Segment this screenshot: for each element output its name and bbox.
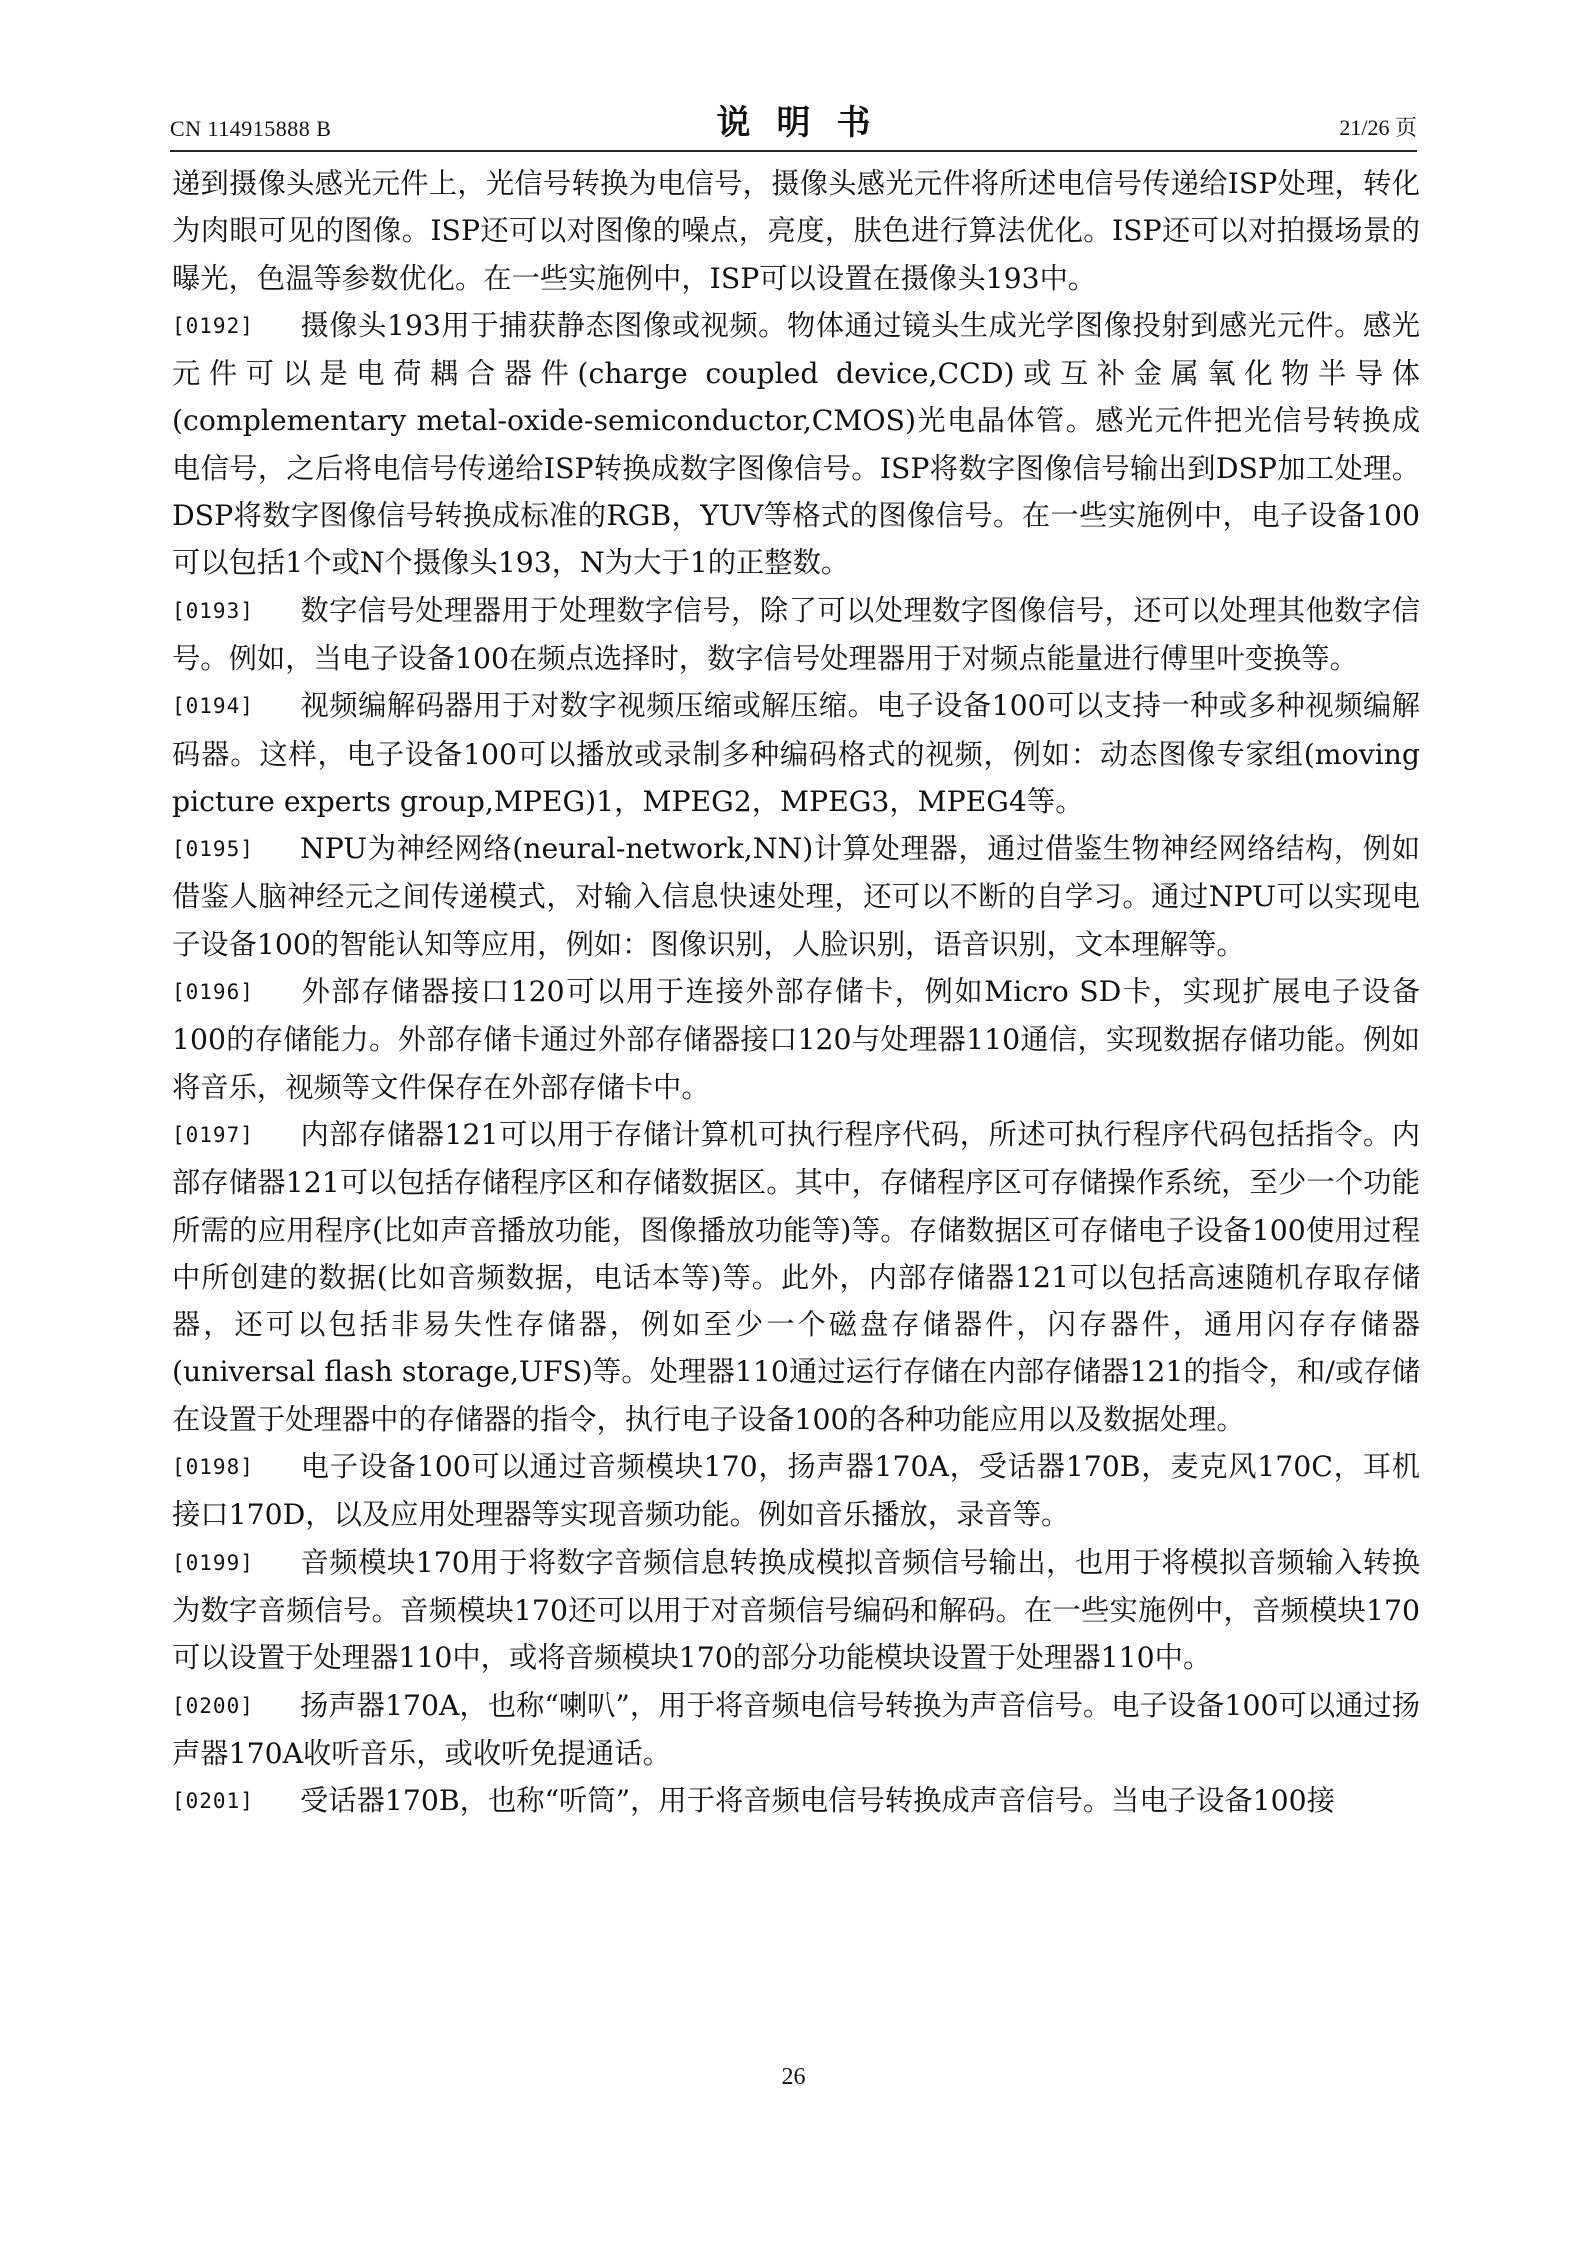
- paragraph-number: [0193]: [172, 598, 254, 623]
- paragraph-number: [0199]: [172, 1550, 254, 1575]
- paragraph-text: 扬声器170A，也称“喇叭”，用于将音频电信号转换为声音信号。电子设备100可以通过扬声器170A收听音乐，或收听免提通话。: [172, 1688, 1420, 1770]
- paragraph-0192: [172, 302, 1420, 587]
- paragraph-number: [0197]: [172, 1122, 254, 1147]
- paragraph-0196: [172, 968, 1420, 1111]
- paragraph-number: [0195]: [172, 837, 254, 862]
- paragraph-0201: [172, 1777, 1420, 1825]
- continued-paragraph: 递到摄像头感光元件上，光信号转换为电信号，摄像头感光元件将所述电信号传递给ISP处理，转化为肉眼可见的图像。ISP还可以对图像的噪点，亮度，肤色进行算法优化。ISP还可以对拍摄场景的曝光，色温等参数优化。在一些实施例中，ISP可以设置在摄像头193中。: [172, 167, 1420, 295]
- paragraph-text: 音频模块170用于将数字音频信息转换成模拟音频信号输出，也用于将模拟音频输入转换为数字音频信号。音频模块170还可以用于对音频信号编码和解码。在一些实施例中，音频模块170可以设置于处理器110中，或将音频模块170的部分功能模块设置于处理器110中。: [172, 1545, 1420, 1675]
- paragraph-text: 电子设备100可以通过音频模块170，扬声器170A，受话器170B，麦克风170C，耳机接口170D，以及应用处理器等实现音频功能。例如音乐播放，录音等。: [172, 1450, 1420, 1532]
- paragraph-text: 数字信号处理器用于处理数字信号，除了可以处理数字图像信号，还可以处理其他数字信号。例如，当电子设备100在频点选择时，数字信号处理器用于对频点能量进行傅里叶变换等。: [172, 593, 1420, 675]
- paragraph-text: 视频编解码器用于对数字视频压缩或解压缩。电子设备100可以支持一种或多种视频编解码器。这样，电子设备100可以播放或录制多种编码格式的视频，例如：动态图像专家组(moving picture experts group,MPEG)1，MPEG2，MPEG3，MPEG4等。: [172, 689, 1420, 818]
- page-count: 21/26 页: [1339, 115, 1417, 140]
- paragraph-number: [0198]: [172, 1455, 254, 1480]
- paragraph-0199: [172, 1539, 1420, 1682]
- page-header: [170, 96, 1417, 148]
- paragraph-0198: [172, 1443, 1420, 1539]
- paragraph-number: [0194]: [172, 694, 254, 719]
- paragraph-0197: [172, 1111, 1420, 1443]
- paragraph-text: 外部存储器接口120可以用于连接外部存储卡，例如Micro SD卡，实现扩展电子设备100的存储能力。外部存储卡通过外部存储器接口120与处理器110通信，实现数据存储功能。例如将音乐，视频等文件保存在外部存储卡中。: [172, 975, 1420, 1104]
- paragraph-number: [0192]: [172, 313, 254, 338]
- paragraph-number: [0201]: [172, 1789, 254, 1814]
- publication-number: CN 114915888 B: [170, 116, 332, 141]
- paragraph-0193: [172, 587, 1420, 683]
- document-title: 说明书: [716, 103, 897, 143]
- paragraph-0200: [172, 1682, 1420, 1778]
- paragraph-text: 内部存储器121可以用于存储计算机可执行程序代码，所述可执行程序代码包括指令。内部存储器121可以包括存储程序区和存储数据区。其中，存储程序区可存储操作系统，至少一个功能所需的应用程序(比如声音播放功能，图像播放功能等)等。存储数据区可存储电子设备100使用过程中所创建的数据(比如音频数据，电话本等)等。此外，内部存储器121可以包括高速随机存取存储器，还可以包括非易失性存储器，例如至少一个磁盘存储器件，闪存器件，通用闪存存储器(universal flash storage,UFS)等。处理器110通过运行存储在内部存储器121的指令，和/或存储在设置于处理器中的存储器的指令，执行电子设备100的各种功能应用以及数据处理。: [172, 1117, 1420, 1436]
- page-number: 26: [781, 2064, 806, 2090]
- paragraph-text: 摄像头193用于捕获静态图像或视频。物体通过镜头生成光学图像投射到感光元件。感光元件可以是电荷耦合器件(charge coupled device,CCD)或互补金属氧化物半导体(complementary metal-oxide-semiconductor,CMOS)光电晶体管。感光元件把光信号转换成电信号，之后将电信号传递给ISP转换成数字图像信号。ISP将数字图像信号输出到DSP加工处理。DSP将数字图像信号转换成标准的RGB，YUV等格式的图像信号。在一些实施例中，电子设备100可以包括1个或N个摄像头193，N为大于1的正整数。: [172, 308, 1420, 580]
- paragraph-number: [0200]: [172, 1693, 254, 1718]
- document-body: [172, 160, 1420, 1825]
- paragraph-0194: [172, 682, 1420, 825]
- paragraph-number: [0196]: [172, 980, 254, 1005]
- paragraph-text: NPU为神经网络(neural-network,NN)计算处理器，通过借鉴生物神经网络结构，例如借鉴人脑神经元之间传递模式，对输入信息快速处理，还可以不断的自学习。通过NPU可以实现电子设备100的智能认知等应用，例如：图像识别，人脸识别，语音识别，文本理解等。: [172, 832, 1420, 961]
- header-divider: [170, 150, 1417, 152]
- paragraph-text: 受话器170B，也称“听筒”，用于将音频电信号转换成声音信号。当电子设备100接: [300, 1784, 1335, 1818]
- paragraph-0195: [172, 825, 1420, 968]
